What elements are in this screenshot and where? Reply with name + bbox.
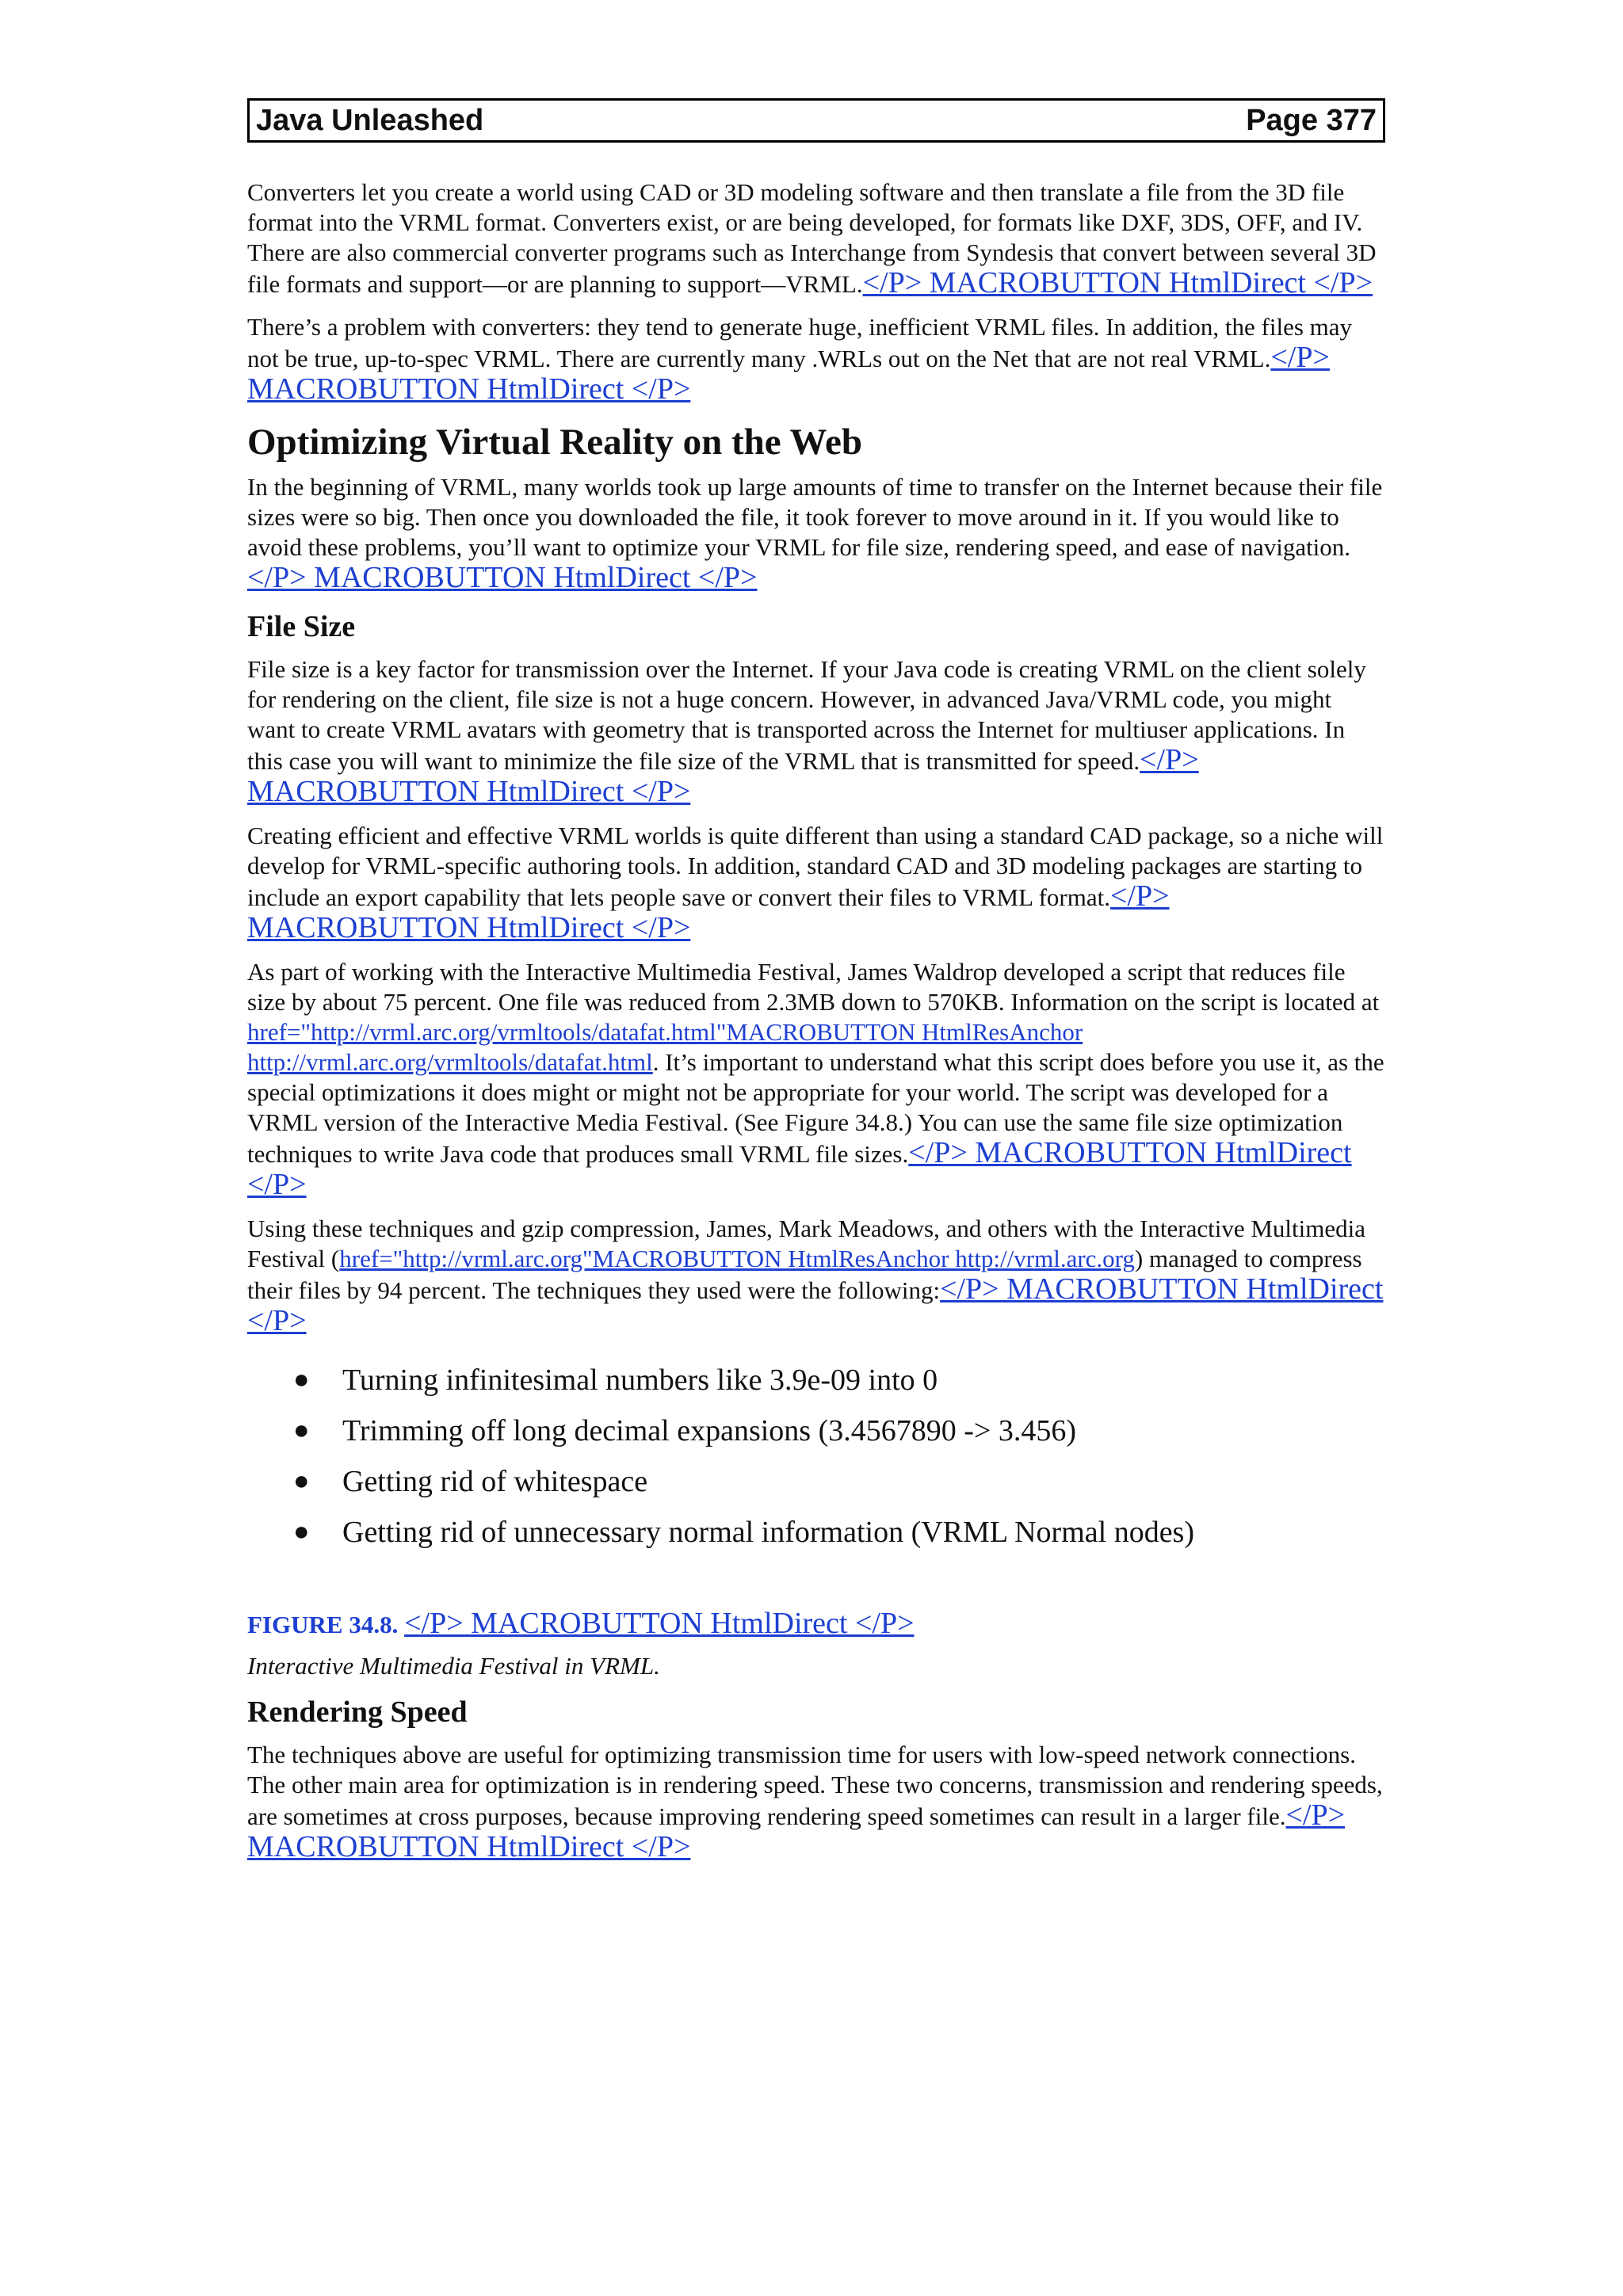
techniques-list xyxy=(247,1355,1385,1558)
paragraph-converters: Converters let you create a world using CAD or 3D modeling software and then translate a file from the 3D file format into the VRML format. Converters exist, or are being developed, for formats like DXF, 3DS, OFF, and IV. There are also commercial converter programs such as Interchange from Syndesis that convert between several 3D file formats and support—or are planning to support—VRML.</P> MACROBUTTON HtmlDirect </P> xyxy=(247,178,1377,299)
section-heading-optimizing: Optimizing Virtual Reality on the Web xyxy=(247,421,862,463)
list-item: ● Getting rid of unnecessary normal information (VRML Normal nodes) xyxy=(342,1507,1385,1558)
macrobutton-link[interactable]: </P> MACROBUTTON HtmlDirect </P> xyxy=(247,1272,1384,1337)
bullet-icon: ● xyxy=(293,1466,310,1496)
paragraph-converter-problem: There’s a problem with converters: they tend to generate huge, inefficient VRML files. In addition, the files may not be true, up-to-spec VRML. There are currently many .WRLs out on the Net that are not real VRML.</P> MACROBUTTON HtmlDirect </P> xyxy=(247,313,1353,406)
paragraph-file-size: File size is a key factor for transmission over the Internet. If your Java code is creating VRML on the client solely for rendering on the client, file size is not a huge concern. However, in advanced Java/VRML code, you might want to create VRML avatars with geometry that is transported across the Internet for multiuser applications. In this case you will want to minimize the file size of the VRML that is transmitted for speed.</P> MACROBUTTON HtmlDirect </P> xyxy=(247,655,1366,808)
document-page xyxy=(247,98,1385,1863)
paragraph-gzip-compression: Using these techniques and gzip compression, James, Mark Meadows, and others with the Interactive Multimedia Festival (href="http://vrml.arc.org"MACROBUTTON HtmlResAnchor http://vrml.arc.org) managed to compress their files by 94 percent. The techniques they used were the following:</P> MACROBUTTON HtmlDirect </P> xyxy=(247,1215,1384,1337)
macrobutton-link[interactable]: </P> MACROBUTTON HtmlDirect </P> xyxy=(862,266,1373,299)
vrml-arc-link[interactable]: href="http://vrml.arc.org"MACROBUTTON HtmlResAnchor http://vrml.arc.org xyxy=(339,1245,1135,1272)
list-item: ● Trimming off long decimal expansions (3.4567890 -> 3.456) xyxy=(342,1405,1385,1456)
subsection-heading-file-size: File Size xyxy=(247,610,356,643)
macrobutton-link[interactable]: </P> MACROBUTTON HtmlDirect </P> xyxy=(247,743,1199,808)
figure-label: FIGURE 34.8. xyxy=(247,1611,399,1638)
macrobutton-link[interactable]: </P> MACROBUTTON HtmlDirect </P> xyxy=(247,341,1330,406)
figure-caption: Interactive Multimedia Festival in VRML. xyxy=(247,1652,660,1680)
bullet-icon: ● xyxy=(293,1365,310,1394)
paragraph-rendering-speed: The techniques above are useful for optimizing transmission time for users with low-speed network connections. The other main area for optimization is in rendering speed. These two concerns, transmission and rendering speeds, are sometimes at cross purposes, because improving rendering speed sometimes can result in a larger file.</P> MACROBUTTON HtmlDirect </P> xyxy=(247,1741,1383,1863)
list-item: ● Turning infinitesimal numbers like 3.9e-09 into 0 xyxy=(342,1355,1385,1405)
bullet-icon: ● xyxy=(293,1416,310,1445)
subsection-heading-rendering-speed: Rendering Speed xyxy=(247,1695,468,1729)
macrobutton-link[interactable]: </P> MACROBUTTON HtmlDirect </P> xyxy=(247,1798,1346,1863)
macrobutton-link[interactable]: </P> MACROBUTTON HtmlDirect </P> xyxy=(247,561,758,594)
page-number: Page 377 xyxy=(1246,103,1377,137)
paragraph-authoring-tools: Creating efficient and effective VRML worlds is quite different than using a standard CAD package, so a niche will develop for VRML-specific authoring tools. In addition, standard CAD and 3D modeling packages are starting to include an export capability that lets people save or convert their files to VRML format.</P> MACROBUTTON HtmlDirect </P> xyxy=(247,822,1384,944)
list-item: ● Getting rid of whitespace xyxy=(342,1456,1385,1507)
macrobutton-link[interactable]: </P> MACROBUTTON HtmlDirect </P> xyxy=(404,1607,915,1640)
bullet-icon: ● xyxy=(293,1517,310,1547)
book-title: Java Unleashed xyxy=(256,103,484,137)
macrobutton-link[interactable]: </P> MACROBUTTON HtmlDirect </P> xyxy=(247,879,1170,944)
page-header xyxy=(247,98,1385,143)
macrobutton-link[interactable]: </P> MACROBUTTON HtmlDirect </P> xyxy=(247,1136,1352,1201)
datafat-link[interactable]: href="http://vrml.arc.org/vrmltools/datafat.html"MACROBUTTON HtmlResAnchor http://vrml.arc.org/vrmltools/datafat.html xyxy=(247,1018,1083,1076)
figure-label-line xyxy=(247,1608,1385,1640)
paragraph-waldrop-script: As part of working with the Interactive Multimedia Festival, James Waldrop developed a script that reduces file size by about 75 percent. One file was reduced from 2.3MB down to 570KB. Information on the script is located at href="http://vrml.arc.org/vrmltools/datafat.html"MACROBUTTON HtmlResAnchor http://vrml.arc.org/vrmltools/datafat.html. It’s important to understand what this script does before you use it, as the special optimizations it does might or might not be appropriate for your world. The script was developed for a VRML version of the Interactive Media Festival. (See Figure 34.8.) You can use the same file size optimization techniques to write Java code that produces small VRML file sizes.</P> MACROBUTTON HtmlDirect </P> xyxy=(247,958,1384,1201)
paragraph-beginning: In the beginning of VRML, many worlds took up large amounts of time to transfer on the Internet because their file sizes were so big. Then once you downloaded the file, it took forever to move around in it. If you would like to avoid these problems, you’ll want to optimize your VRML for file size, rendering speed, and ease of navigation.</P> MACROBUTTON HtmlDirect </P> xyxy=(247,473,1383,594)
